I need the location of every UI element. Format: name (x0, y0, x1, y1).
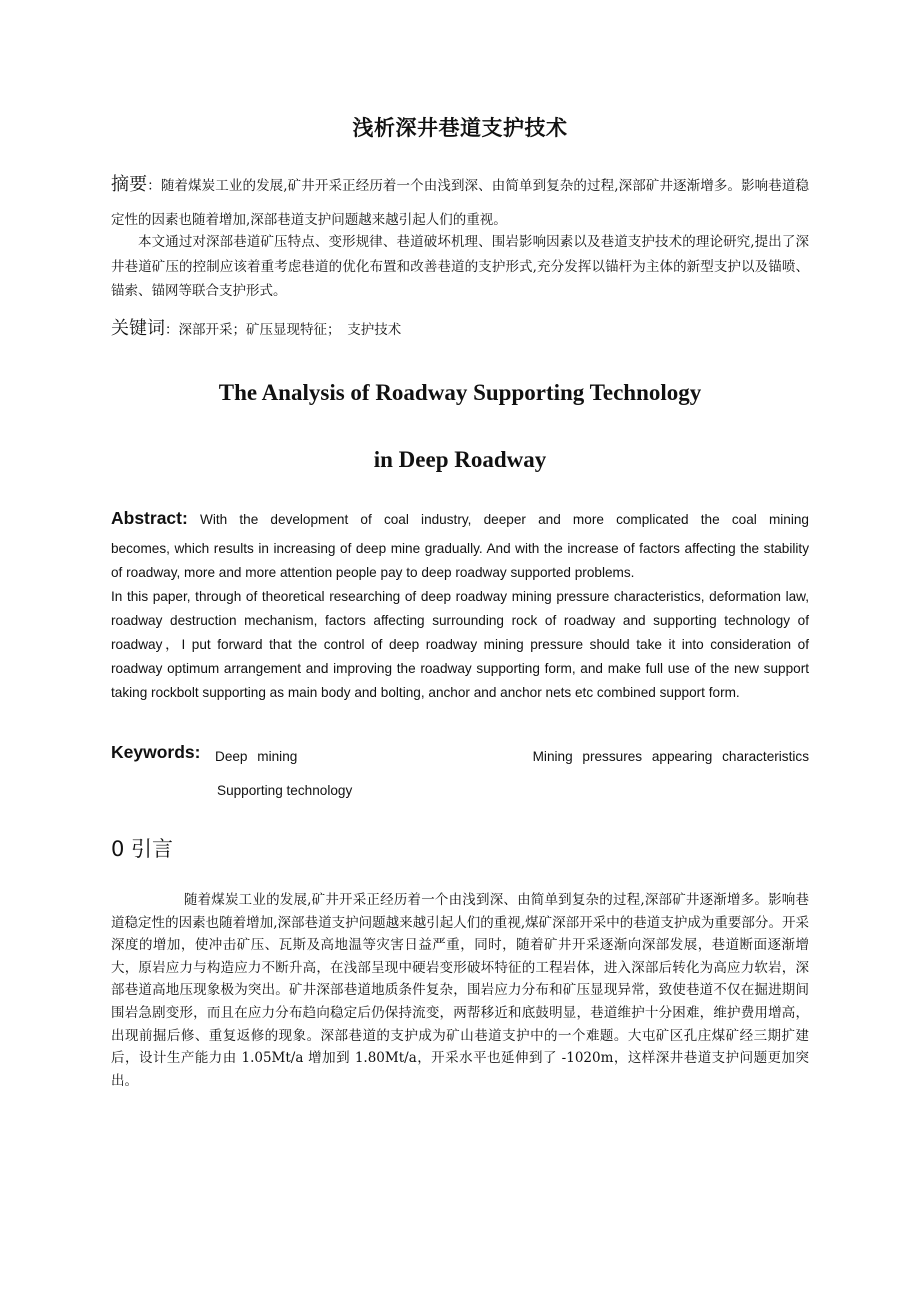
english-abstract-first-line (111, 501, 809, 537)
chinese-abstract (111, 168, 809, 237)
english-title-line-2: in Deep Roadway (373, 447, 547, 472)
english-abstract-rest: becomes, which results in increasing of deep mine gradually. And with the increase of factors affecting the stability of roadway, more and more attention people pay to deep roadway supported problems. (111, 541, 809, 580)
english-title-line-1: The Analysis of Roadway Supporting Technology (218, 380, 702, 405)
chinese-abstract-colon: ： (147, 178, 161, 194)
chinese-keywords-label: 关键词 (111, 318, 165, 339)
english-keywords (111, 742, 809, 798)
chinese-abstract-paragraph-2: 本文通过对深部巷道矿压特点、变形规律、巷道破坏机理、围岩影响因素以及巷道支护技术的理论研究,提出了深井巷道矿压的控制应该着重考虑巷道的优化布置和改善巷道的支护形式,充分发挥以锚杆为主体的新型支护以及锚喷、锚索、锚网等联合支护形式。 (111, 234, 809, 299)
english-abstract-label: Abstract: (111, 508, 188, 528)
english-keyword-2: Mining pressures appearing characteristics (532, 749, 809, 764)
english-keyword-1: Deep mining (215, 749, 298, 764)
chinese-keywords-list: 深部开采；矿压显现特征； 支护技术 (178, 322, 402, 338)
section-heading-introduction: 0 引言 (111, 837, 174, 861)
chinese-keywords (111, 314, 809, 345)
chinese-keywords-colon: ： (165, 322, 179, 338)
english-keywords-label: Keywords: (111, 742, 201, 762)
chinese-abstract-paragraph-1: 随着煤炭工业的发展,矿井开采正经历着一个由浅到深、由简单到复杂的过程,深部矿井逐渐增多。影响巷道稳定性的因素也随着增加,深部巷道支护问题越来越引起人们的重视。 (111, 178, 809, 228)
english-abstract-first-text: With the development of coal industry, deeper and more complicated the coal mining (200, 512, 809, 527)
chinese-title: 浅析深井巷道支护技术 (352, 116, 568, 140)
introduction-paragraph: 随着煤炭工业的发展,矿井开采正经历着一个由浅到深、由简单到复杂的过程,深部矿井逐渐增多。影响巷道稳定性的因素也随着增加,深部巷道支护问题越来越引起人们的重视,煤矿深部开采中的巷道支护成为重要部分。开采深度的增加，使冲击矿压、瓦斯及高地温等灾害日益严重，同时，随着矿井开采逐渐向深部发展，巷道断面逐渐增大，原岩应力与构造应力不断升高，在浅部呈现中硬岩变形破坏特征的工程岩体，进入深部后转化为高应力软岩，深部巷道高地压现象极为突出。矿井深部巷道地质条件复杂，围岩应力分布和矿压显现异常，致使巷道不仅在掘进期间围岩急剧变形，而且在应力分布趋向稳定后仍保持流变，两帮移近和底鼓明显，巷道维护十分困难，维护费用增高，出现前掘后修、重复返修的现象。深部巷道的支护成为矿山巷道支护中的一个难题。大屯矿区孔庄煤矿经三期扩建后，设计生产能力由 1.05Mt/a 增加到 1.80Mt/a，开采水平也延伸到了 -1020m，这样深井巷道支护问题更加突出。 (111, 892, 809, 1089)
english-keyword-3: Supporting technology (217, 783, 353, 798)
english-abstract (111, 501, 809, 705)
english-abstract-paragraph-2: In this paper, through of theoretical researching of deep roadway mining pressure characteristics, deformation law, roadway destruction mechanism, factors affecting surrounding rock of roadway and supporting technology of roadway，I put forward that the control of deep roadway mining pressure should take it into consideration of roadway optimum arrangement and improving the roadway supporting form, and make full use of the new support taking rockbolt supporting as main body and bolting, anchor and anchor nets etc combined support form. (111, 589, 809, 700)
chinese-abstract-label: 摘要 (111, 174, 148, 195)
